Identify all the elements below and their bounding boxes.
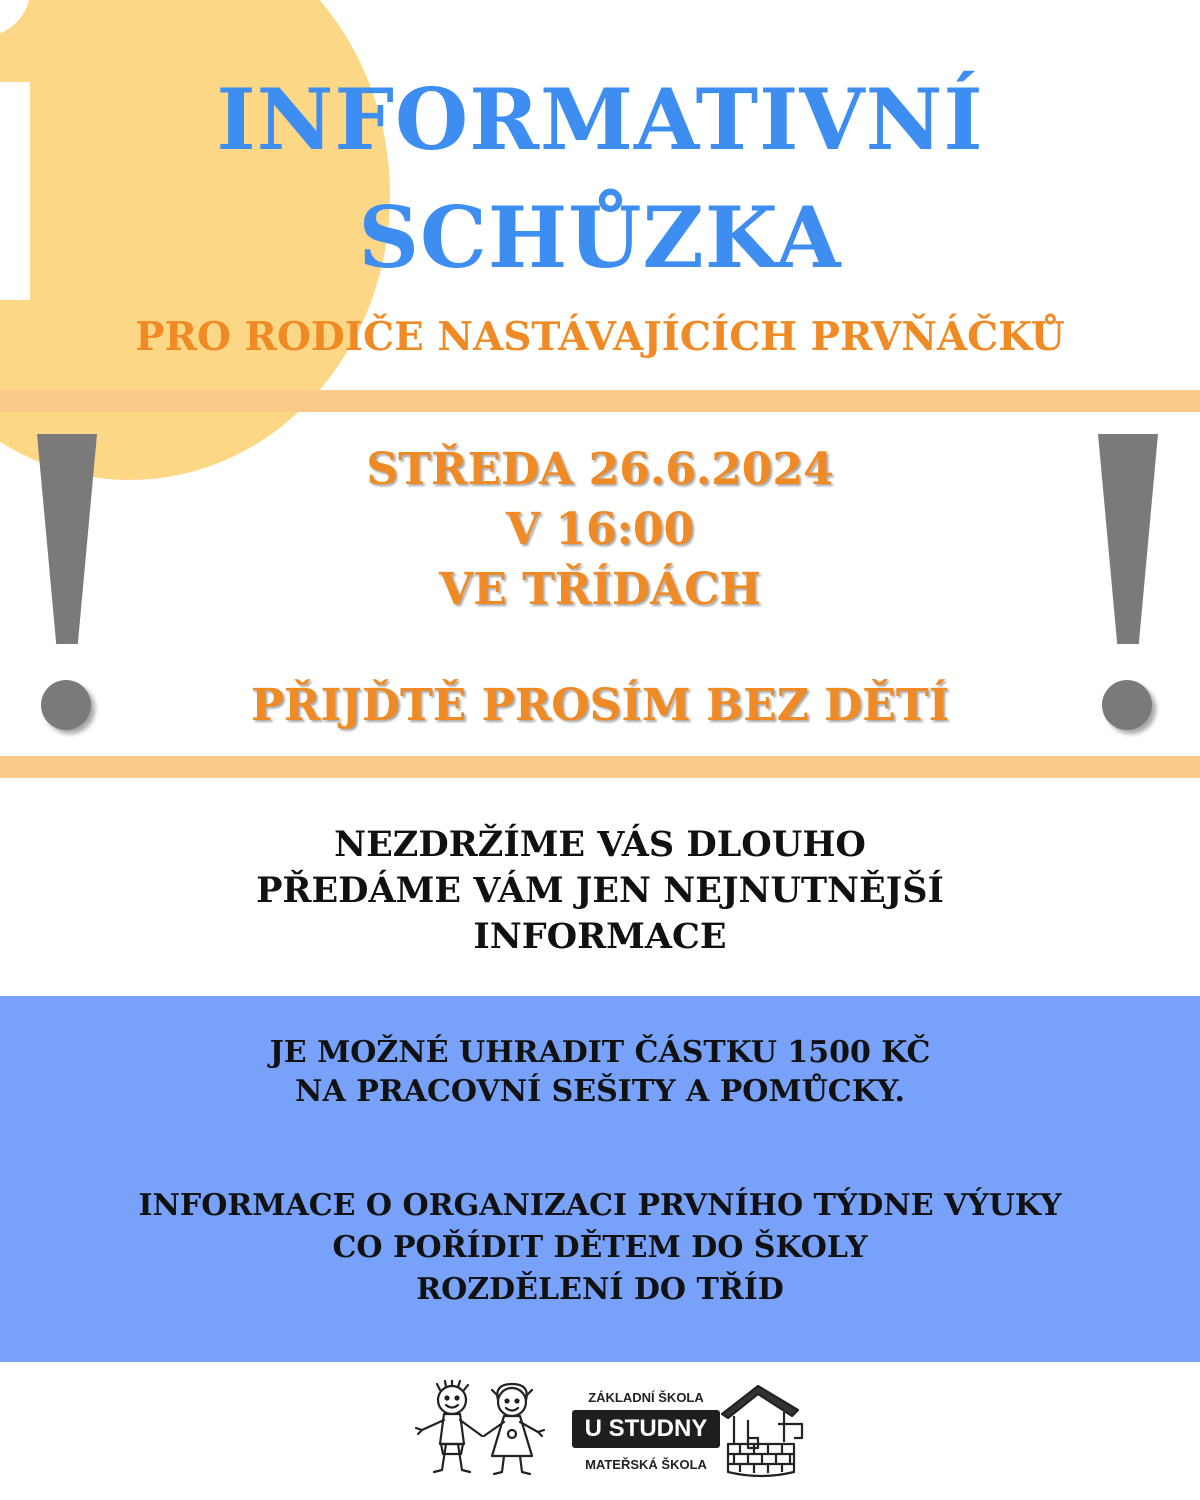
logo-name: U STUDNY [572,1410,720,1448]
notice-block [0,822,1200,960]
top-divider-stripe [0,390,1200,412]
topic-line: ROZDĚLENÍ DO TŘÍD [416,1272,784,1307]
event-note: PŘIJĎTĚ PROSÍM BEZ DĚTÍ [250,680,950,731]
notice-line: NEZDRŽÍME VÁS DLOUHO [334,824,866,865]
notice-line: INFORMACE [473,916,727,957]
topic-line: CO POŘÍDIT DĚTEM DO ŠKOLY [332,1230,868,1265]
subtitle: PRO RODIČE NASTÁVAJÍCÍCH PRVŇÁČKŮ [135,314,1065,360]
children-logo-icon [400,1380,575,1480]
notice-line: PŘEDÁME VÁM JEN NEJNUTNĚJŠÍ [256,870,944,911]
bottom-divider-stripe [0,756,1200,778]
title-line-2: SCHŮZKA [358,188,842,287]
event-time: V 16:00 [505,504,695,555]
well-logo-icon [718,1380,813,1480]
topic-line: INFORMACE O ORGANIZACI PRVNÍHO TÝDNE VÝUKY [138,1188,1062,1223]
logo-top-text: ZÁKLADNÍ ŠKOLA [588,1390,704,1405]
payment-line-2: NA PRACOVNÍ SEŠITY A POMŮCKY. [295,1074,905,1109]
event-place: VE TŘÍDÁCH [439,564,761,615]
logo-bottom-text: MATEŘSKÁ ŠKOLA [585,1457,707,1472]
school-logo [400,1380,820,1480]
event-date: STŘEDA 26.6.2024 [366,444,834,495]
payment-line-1: JE MOŽNÉ UHRADIT ČÁSTKU 1500 KČ [269,1035,931,1070]
details-panel [0,996,1200,1362]
info-icon-dot [0,0,30,36]
title-line-1: INFORMATIVNÍ [216,70,984,169]
